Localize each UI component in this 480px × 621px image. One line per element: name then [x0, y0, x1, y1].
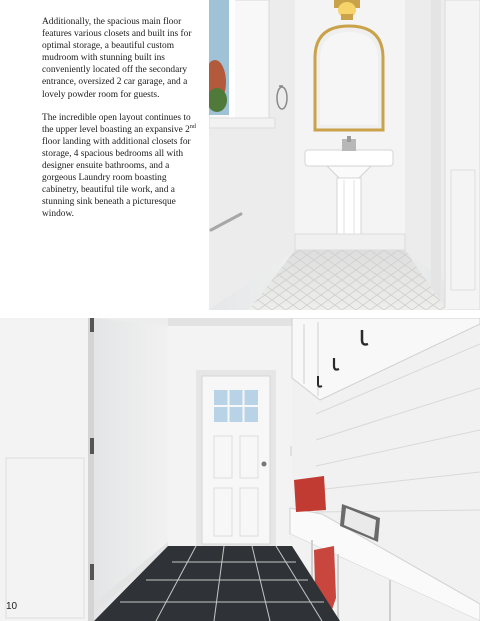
mudroom-photo: [0, 318, 480, 621]
paragraph-upper-level-end: floor landing with additional closets for storage, 4 spacious bedrooms all with designer ensuite bathrooms, and a gorgeous Laundry room boasting cabinetry, beautiful tile work, and a stunning sink beneath a picturesque window.: [42, 136, 191, 220]
paragraph-upper-level: [42, 112, 198, 221]
paragraph-main-floor: Additionally, the spacious main floor features various closets and built ins for optimal storage, a beautiful custom mudroom with stunning built ins conveniently located off the secondary entrance, oversized 2 car garage, and a lovely powder room for guests.: [42, 17, 192, 100]
ordinal-suffix: nd: [189, 123, 196, 130]
description-text: [42, 16, 198, 232]
powder-room-photo: [209, 0, 480, 310]
paragraph-upper-level-start: The incredible open layout continues to the upper level boasting an expansive 2: [42, 112, 191, 135]
page-number: 10: [6, 601, 18, 612]
